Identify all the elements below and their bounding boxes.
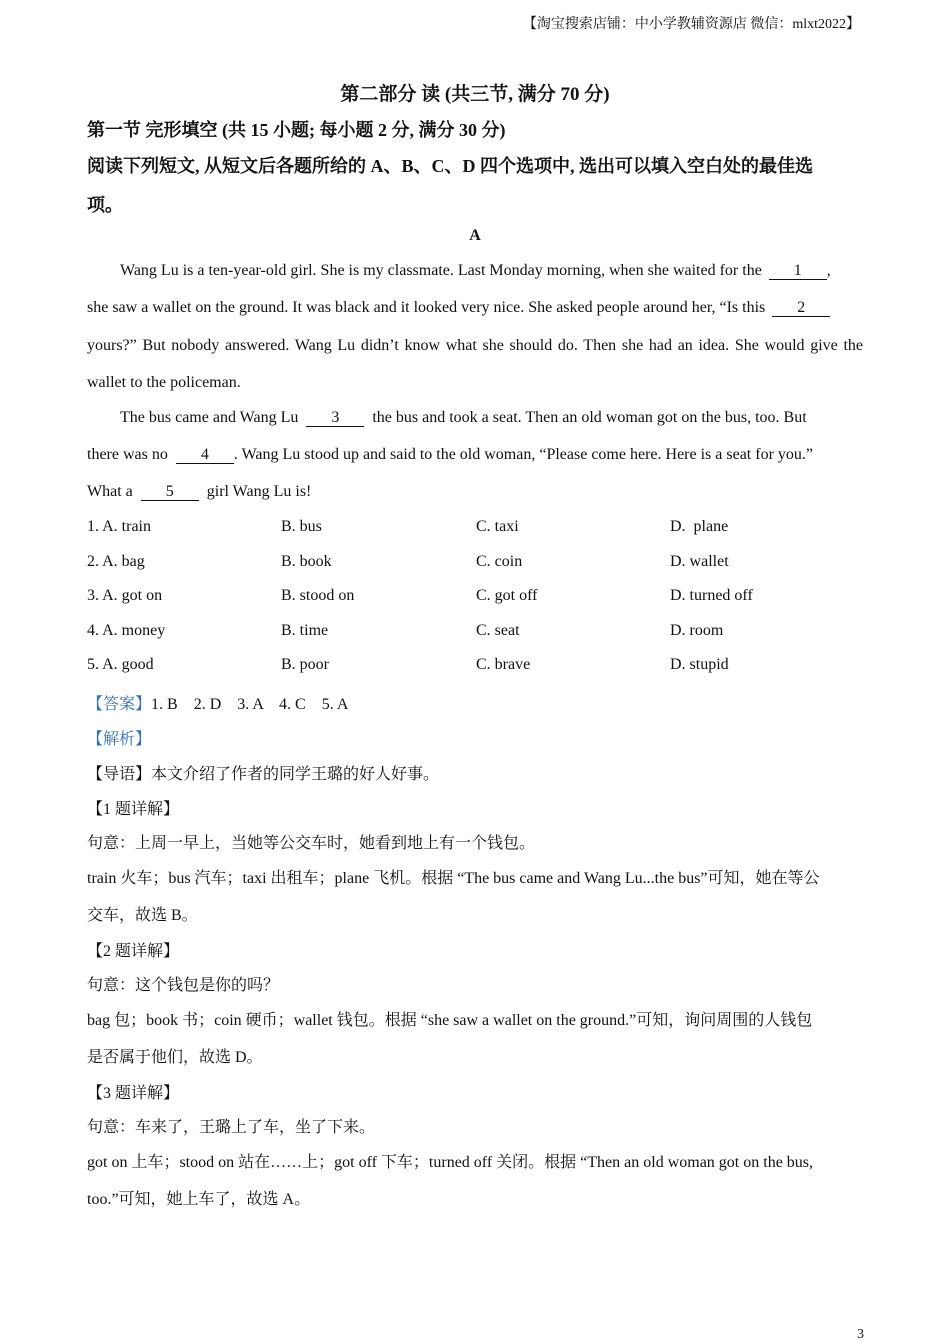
- option-3c: C. got off: [476, 587, 538, 604]
- part-title: 第二部分 读 (共三节, 满分 70 分): [340, 84, 610, 105]
- blank-2: 2: [772, 299, 830, 317]
- q1-meaning: 句意：上周一早上，当她等公交车时，她看到地上有一个钱包。: [87, 835, 536, 852]
- option-4c: C. seat: [476, 622, 520, 639]
- passage-text: the bus and took a seat. Then an old woman got on the bus, too. But: [372, 409, 807, 426]
- blank-3: 3: [306, 409, 364, 427]
- passage-text: What a: [87, 483, 133, 500]
- option-4d: D. room: [670, 622, 724, 639]
- q3-title: 【3 题详解】: [87, 1085, 180, 1102]
- option-5b: B. poor: [281, 656, 329, 673]
- option-2c: C. coin: [476, 553, 523, 570]
- option-4b: B. time: [281, 622, 329, 639]
- passage-line: [87, 483, 311, 501]
- option-4a: 4. A. money: [87, 622, 166, 639]
- page-number: 3: [857, 1327, 864, 1342]
- guide-text: 【导语】本文介绍了作者的同学王璐的好人好事。: [87, 766, 440, 783]
- blank-4: 4: [176, 446, 234, 464]
- option-1a: 1. A. train: [87, 518, 151, 535]
- blank-1: 1: [769, 262, 827, 280]
- option-5d: D. stupid: [670, 656, 729, 673]
- passage-line: [120, 409, 807, 427]
- option-2d: D. wallet: [670, 553, 729, 570]
- instruction-line-2: 项。: [87, 195, 123, 215]
- option-3a: 3. A. got on: [87, 587, 163, 604]
- q3-meaning: 句意：车来了，王璐上了车，坐了下来。: [87, 1119, 376, 1136]
- passage-line: [87, 446, 813, 464]
- passage-line: yours?” But nobody answered. Wang Lu didn’t know what she should do. Then she had an idea. She would give the: [87, 337, 863, 354]
- passage-text: she saw a wallet on the ground. It was black and it looked very nice. She asked people around her, “Is this: [87, 299, 766, 316]
- q3-explanation: got on 上车；stood on 站在……上；got off 下车；turned off 关闭。根据 “Then an old woman got on the bus,: [87, 1154, 814, 1171]
- q1-explanation-cont: 交车，故选 B。: [87, 907, 198, 924]
- passage-line: [87, 299, 830, 317]
- blank-5: 5: [141, 483, 199, 501]
- passage-text: The bus came and Wang Lu: [120, 409, 299, 426]
- q1-explanation: train 火车；bus 汽车；taxi 出租车；plane 飞机。根据 “The bus came and Wang Lu...the bus”可知，她在等公: [87, 870, 820, 887]
- option-5a: 5. A. good: [87, 656, 154, 673]
- option-1c: C. taxi: [476, 518, 519, 535]
- option-3b: B. stood on: [281, 587, 355, 604]
- instruction-line-1: 阅读下列短文, 从短文后各题所给的 A、B、C、D 四个选项中, 选出可以填入空白处的最佳选: [87, 156, 813, 176]
- option-2b: B. book: [281, 553, 332, 570]
- option-1b: B. bus: [281, 518, 322, 535]
- passage-text: . Wang Lu stood up and said to the old woman, “Please come here. Here is a seat for you.”: [233, 446, 813, 463]
- analysis-label: 【解析】: [87, 731, 152, 748]
- option-3d: D. turned off: [670, 587, 753, 604]
- q2-explanation-cont: 是否属于他们，故选 D。: [87, 1049, 263, 1066]
- q1-title: 【1 题详解】: [87, 801, 180, 818]
- option-1d: D. plane: [670, 518, 729, 535]
- q2-explanation: bag 包；book 书；coin 硬币；wallet 钱包。根据 “she saw a wallet on the ground.”可知，询问周围的人钱包: [87, 1012, 813, 1029]
- answer-line: [87, 691, 348, 714]
- passage-text: Wang Lu is a ten-year-old girl. She is my classmate. Last Monday morning, when she waited for the: [120, 262, 762, 279]
- answer-label: 【答案】: [87, 696, 152, 713]
- passage-line: wallet to the policeman.: [87, 374, 241, 391]
- passage-text: there was no: [87, 446, 168, 463]
- option-5c: C. brave: [476, 656, 531, 673]
- passage-label: A: [469, 227, 481, 244]
- answer-text: 1. B 2. D 3. A 4. C 5. A: [151, 696, 349, 713]
- passage-line: [120, 262, 831, 280]
- q2-title: 【2 题详解】: [87, 943, 180, 960]
- passage-text: ,: [826, 262, 831, 279]
- q2-meaning: 句意：这个钱包是你的吗？: [87, 977, 280, 994]
- q3-explanation-cont: too.”可知，她上车了，故选 A。: [87, 1191, 311, 1208]
- option-2a: 2. A. bag: [87, 553, 145, 570]
- page-header: 【淘宝搜索店铺：中小学教辅资源店 微信：mlxt2022】: [522, 17, 860, 32]
- passage-text: girl Wang Lu is!: [206, 483, 312, 500]
- section-title: 第一节 完形填空 (共 15 小题; 每小题 2 分, 满分 30 分): [87, 120, 506, 140]
